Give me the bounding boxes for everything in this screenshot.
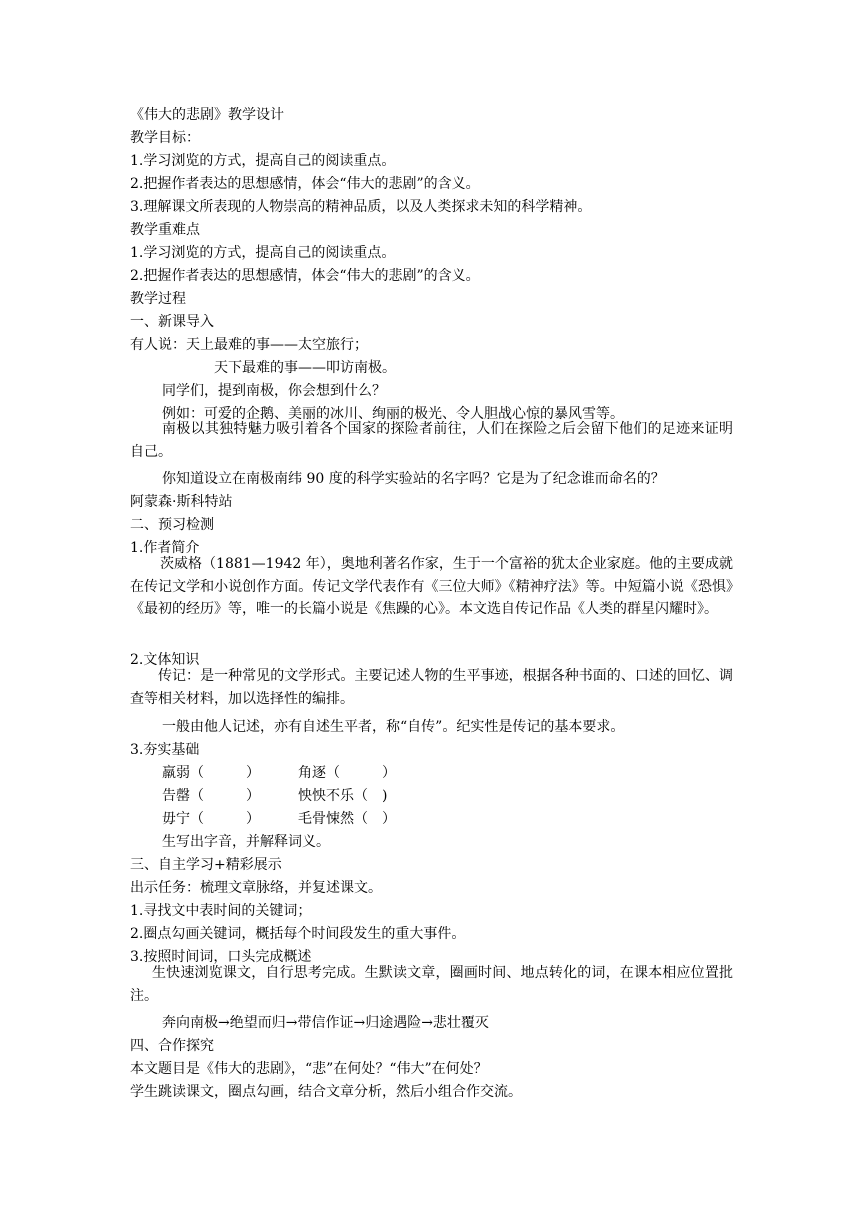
subsection-heading: 1.作者简介 [130, 540, 200, 556]
section-heading: 二、预习检测 [130, 517, 214, 533]
section-heading: 一、新课导入 [130, 314, 214, 330]
vocab-item: 羸弱（ ） [162, 765, 260, 781]
step-item: 2.圈点勾画关键词，概括每个时间段发生的重大事件。 [130, 926, 466, 942]
vocab-item: 毋宁（ ） [162, 811, 260, 827]
process-heading: 教学过程 [130, 291, 186, 307]
activity-paragraph: 生快速浏览课文，自行思考完成。生默读文章，圈画时间、地点转化的词，在课本相应位置批注。 [130, 965, 733, 1004]
quote-line: 有人说：天上最难的事——太空旅行； [130, 337, 368, 353]
subsection-heading: 3.夯实基础 [130, 742, 200, 758]
key-point-item: 2.把握作者表达的思想感情，体会“伟大的悲剧”的含义。 [130, 268, 480, 284]
vocab-instruction: 生写出字音，并解释词义。 [162, 834, 330, 850]
objective-item: 3.理解课文所表现的人物崇高的精神品质，以及人类探求未知的科学精神。 [130, 199, 592, 215]
intro-question: 同学们，提到南极，你会想到什么？ [162, 383, 386, 399]
objectives-heading: 教学目标： [130, 130, 200, 146]
intro-example: 例如：可爱的企鹅、美丽的冰川、绚丽的极光、令人胆战心惊的暴风雪等。 [162, 406, 624, 422]
key-points-heading: 教学重难点 [130, 222, 200, 238]
section-heading: 三、自主学习+精彩展示 [130, 857, 282, 873]
discussion-instruction: 学生跳读课文，圈点勾画，结合文章分析，然后小组合作交流。 [130, 1084, 522, 1100]
discussion-question: 本文题目是《伟大的悲剧》，“悲”在何处？“伟大”在何处？ [130, 1061, 488, 1077]
task-line: 出示任务：梳理文章脉络，并复述课文。 [130, 880, 382, 896]
step-item: 3.按照时间词，口头完成概述 [130, 949, 312, 965]
step-item: 1.寻找文中表时间的关键词； [130, 903, 312, 919]
objective-item: 2.把握作者表达的思想感情，体会“伟大的悲剧”的含义。 [130, 176, 480, 192]
section-heading: 四、合作探究 [130, 1038, 214, 1054]
quote-line: 天下最难的事——叩访南极。 [214, 360, 396, 376]
genre-paragraph-2: 一般由他人记述，亦有自述生平者，称“自传”。纪实性是传记的基本要求。 [162, 719, 625, 735]
genre-paragraph: 传记：是一种常见的文学形式。主要记述人物的生平事迹，根据各种书面的、口述的回忆、调查等相关材料，加以选择性的编排。 [130, 668, 733, 707]
objective-item: 1.学习浏览的方式，提高自己的阅读重点。 [130, 153, 396, 169]
plot-flow: 奔向南极→绝望而归→带信作证→归途遇险→悲壮覆灭 [162, 1015, 489, 1031]
vocab-item: 毛骨悚然（ ） [298, 811, 396, 827]
vocab-item: 告罄（ ） [162, 788, 260, 804]
author-paragraph: 茨威格（1881—1942 年），奥地利著名作家，生于一个富裕的犹太企业家庭。他的主要成就在传记文学和小说创作方面。传记文学代表作有《三位大师》《精神疗法》等。中短篇小说《恐惧》《最初的经历》等，唯一的长篇小说是《焦躁的心》。本文选自传记作品《人类的群星闪耀时》。 [130, 556, 733, 617]
vocab-item: 角逐（ ） [298, 765, 396, 781]
station-question: 你知道设立在南极南纬 90 度的科学实验站的名字吗？它是为了纪念谁而命名的？ [162, 471, 665, 487]
document-title: 《伟大的悲剧》教学设计 [130, 107, 284, 123]
intro-paragraph: 南极以其独特魅力吸引着各个国家的探险者前往，人们在探险之后会留下他们的足迹来证明自己。 [130, 421, 733, 460]
subsection-heading: 2.文体知识 [130, 652, 200, 668]
vocab-item: 怏怏不乐（ ) [298, 788, 388, 804]
key-point-item: 1.学习浏览的方式，提高自己的阅读重点。 [130, 245, 396, 261]
station-answer: 阿蒙森·斯科特站 [130, 494, 233, 510]
